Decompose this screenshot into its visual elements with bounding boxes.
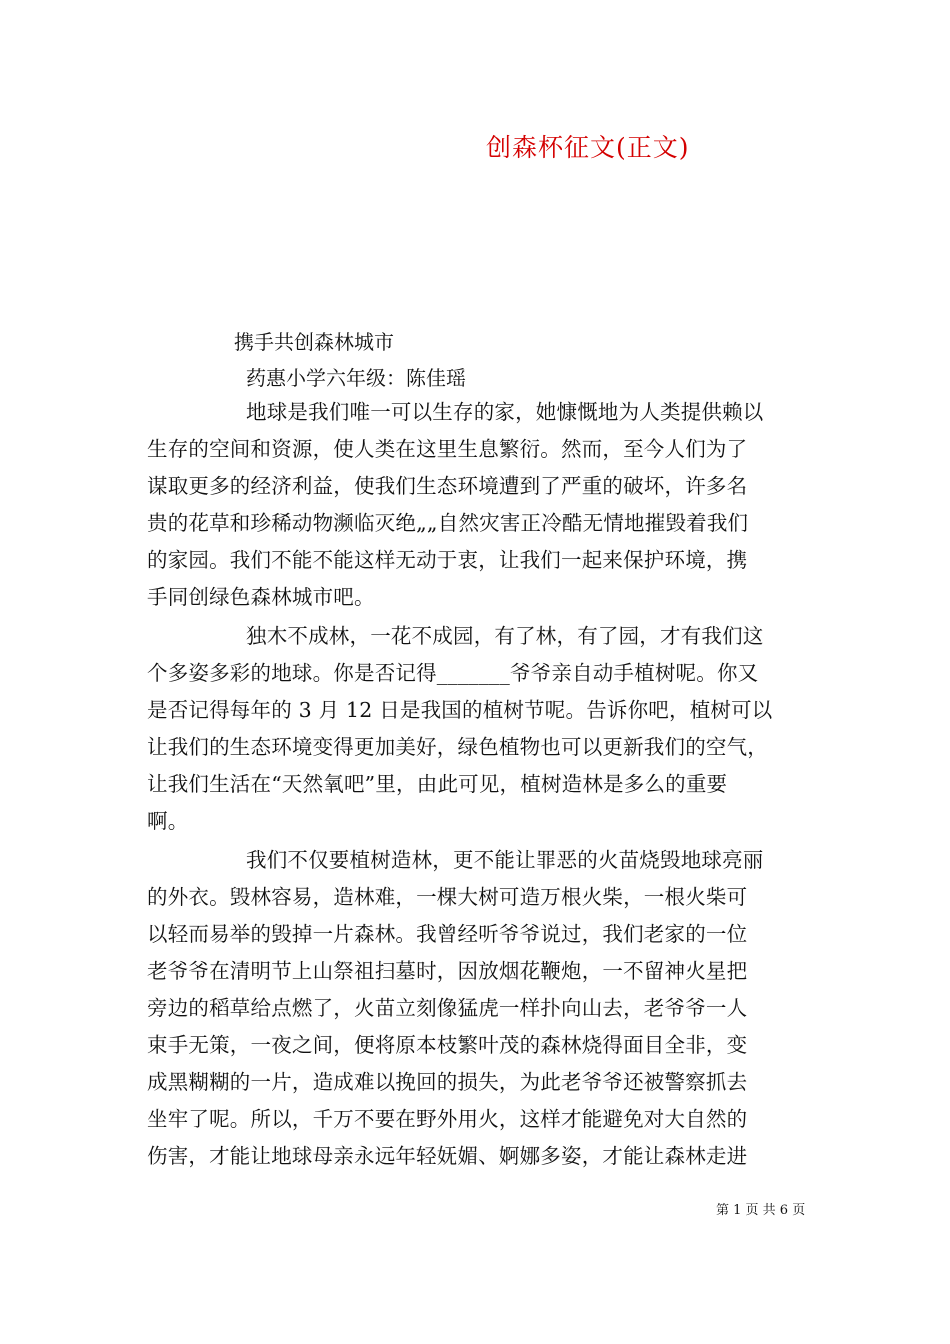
document-title: 创森杯征文(正文) (486, 133, 690, 162)
paragraph-line: 束手无策，一夜之间，便将原本枝繁叶茂的森林烧得面目全非，变 (147, 1033, 748, 1057)
paragraph-line: 地球是我们唯一可以生存的家，她慷慨地为人类提供赖以 (246, 400, 764, 424)
paragraph-line: 啊。 (147, 809, 189, 833)
paragraph-line: 以轻而易举的毁掉一片森林。我曾经听爷爷说过，我们老家的一位 (147, 922, 748, 946)
author-line: 药惠小学六年级：陈佳瑶 (246, 366, 466, 390)
paragraph-line: 坐牢了呢。所以，千万不要在野外用火，这样才能避免对大自然的 (147, 1107, 748, 1131)
paragraph-line: 贵的花草和珍稀动物濒临灭绝„„自然灾害正冷酷无情地摧毁着我们 (147, 511, 749, 535)
paragraph-line: 独木不成林，一花不成园，有了林，有了园，才有我们这 (246, 624, 764, 648)
paragraph-line: 谋取更多的经济利益，使我们生态环境遭到了严重的破坏，许多名 (147, 474, 748, 498)
paragraph-line: 我们不仅要植树造林，更不能让罪恶的火苗烧毁地球亮丽 (246, 848, 764, 872)
paragraph-line: 手同创绿色森林城市吧。 (147, 585, 375, 609)
paragraph-line: 老爷爷在清明节上山祭祖扫墓时，因放烟花鞭炮，一不留神火星把 (147, 959, 748, 983)
page-number-footer: 第 1 页 共 6 页 (716, 1203, 806, 1218)
paragraph-line: 个多姿多彩的地球。你是否记得_______爷爷亲自动手植树呢。你又 (147, 661, 759, 685)
essay-subtitle: 携手共创森林城市 (234, 330, 394, 354)
paragraph-line: 生存的空间和资源，使人类在这里生息繁衍。然而，至今人们为了 (147, 437, 748, 461)
paragraph-line: 伤害，才能让地球母亲永远年轻妩媚、婀娜多姿，才能让森林走进 (147, 1144, 748, 1168)
paragraph-line: 旁边的稻草给点燃了，火苗立刻像猛虎一样扑向山去，老爷爷一人 (147, 996, 748, 1020)
paragraph-line: 的外衣。毁林容易，造林难，一棵大树可造万根火柴，一根火柴可 (147, 885, 748, 909)
paragraph-line: 成黑糊糊的一片，造成难以挽回的损失，为此老爷爷还被警察抓去 (147, 1070, 748, 1094)
paragraph-line: 的家园。我们不能不能这样无动于衷，让我们一起来保护环境，携 (147, 548, 748, 572)
paragraph-line: 让我们生活在“天然氧吧”里，由此可见，植树造林是多么的重要 (147, 772, 728, 796)
paragraph-line: 让我们的生态环境变得更加美好，绿色植物也可以更新我们的空气， (147, 735, 768, 759)
paragraph-line: 是否记得每年的 3 月 12 日是我国的植树节呢。告诉你吧，植树可以 (147, 698, 773, 722)
